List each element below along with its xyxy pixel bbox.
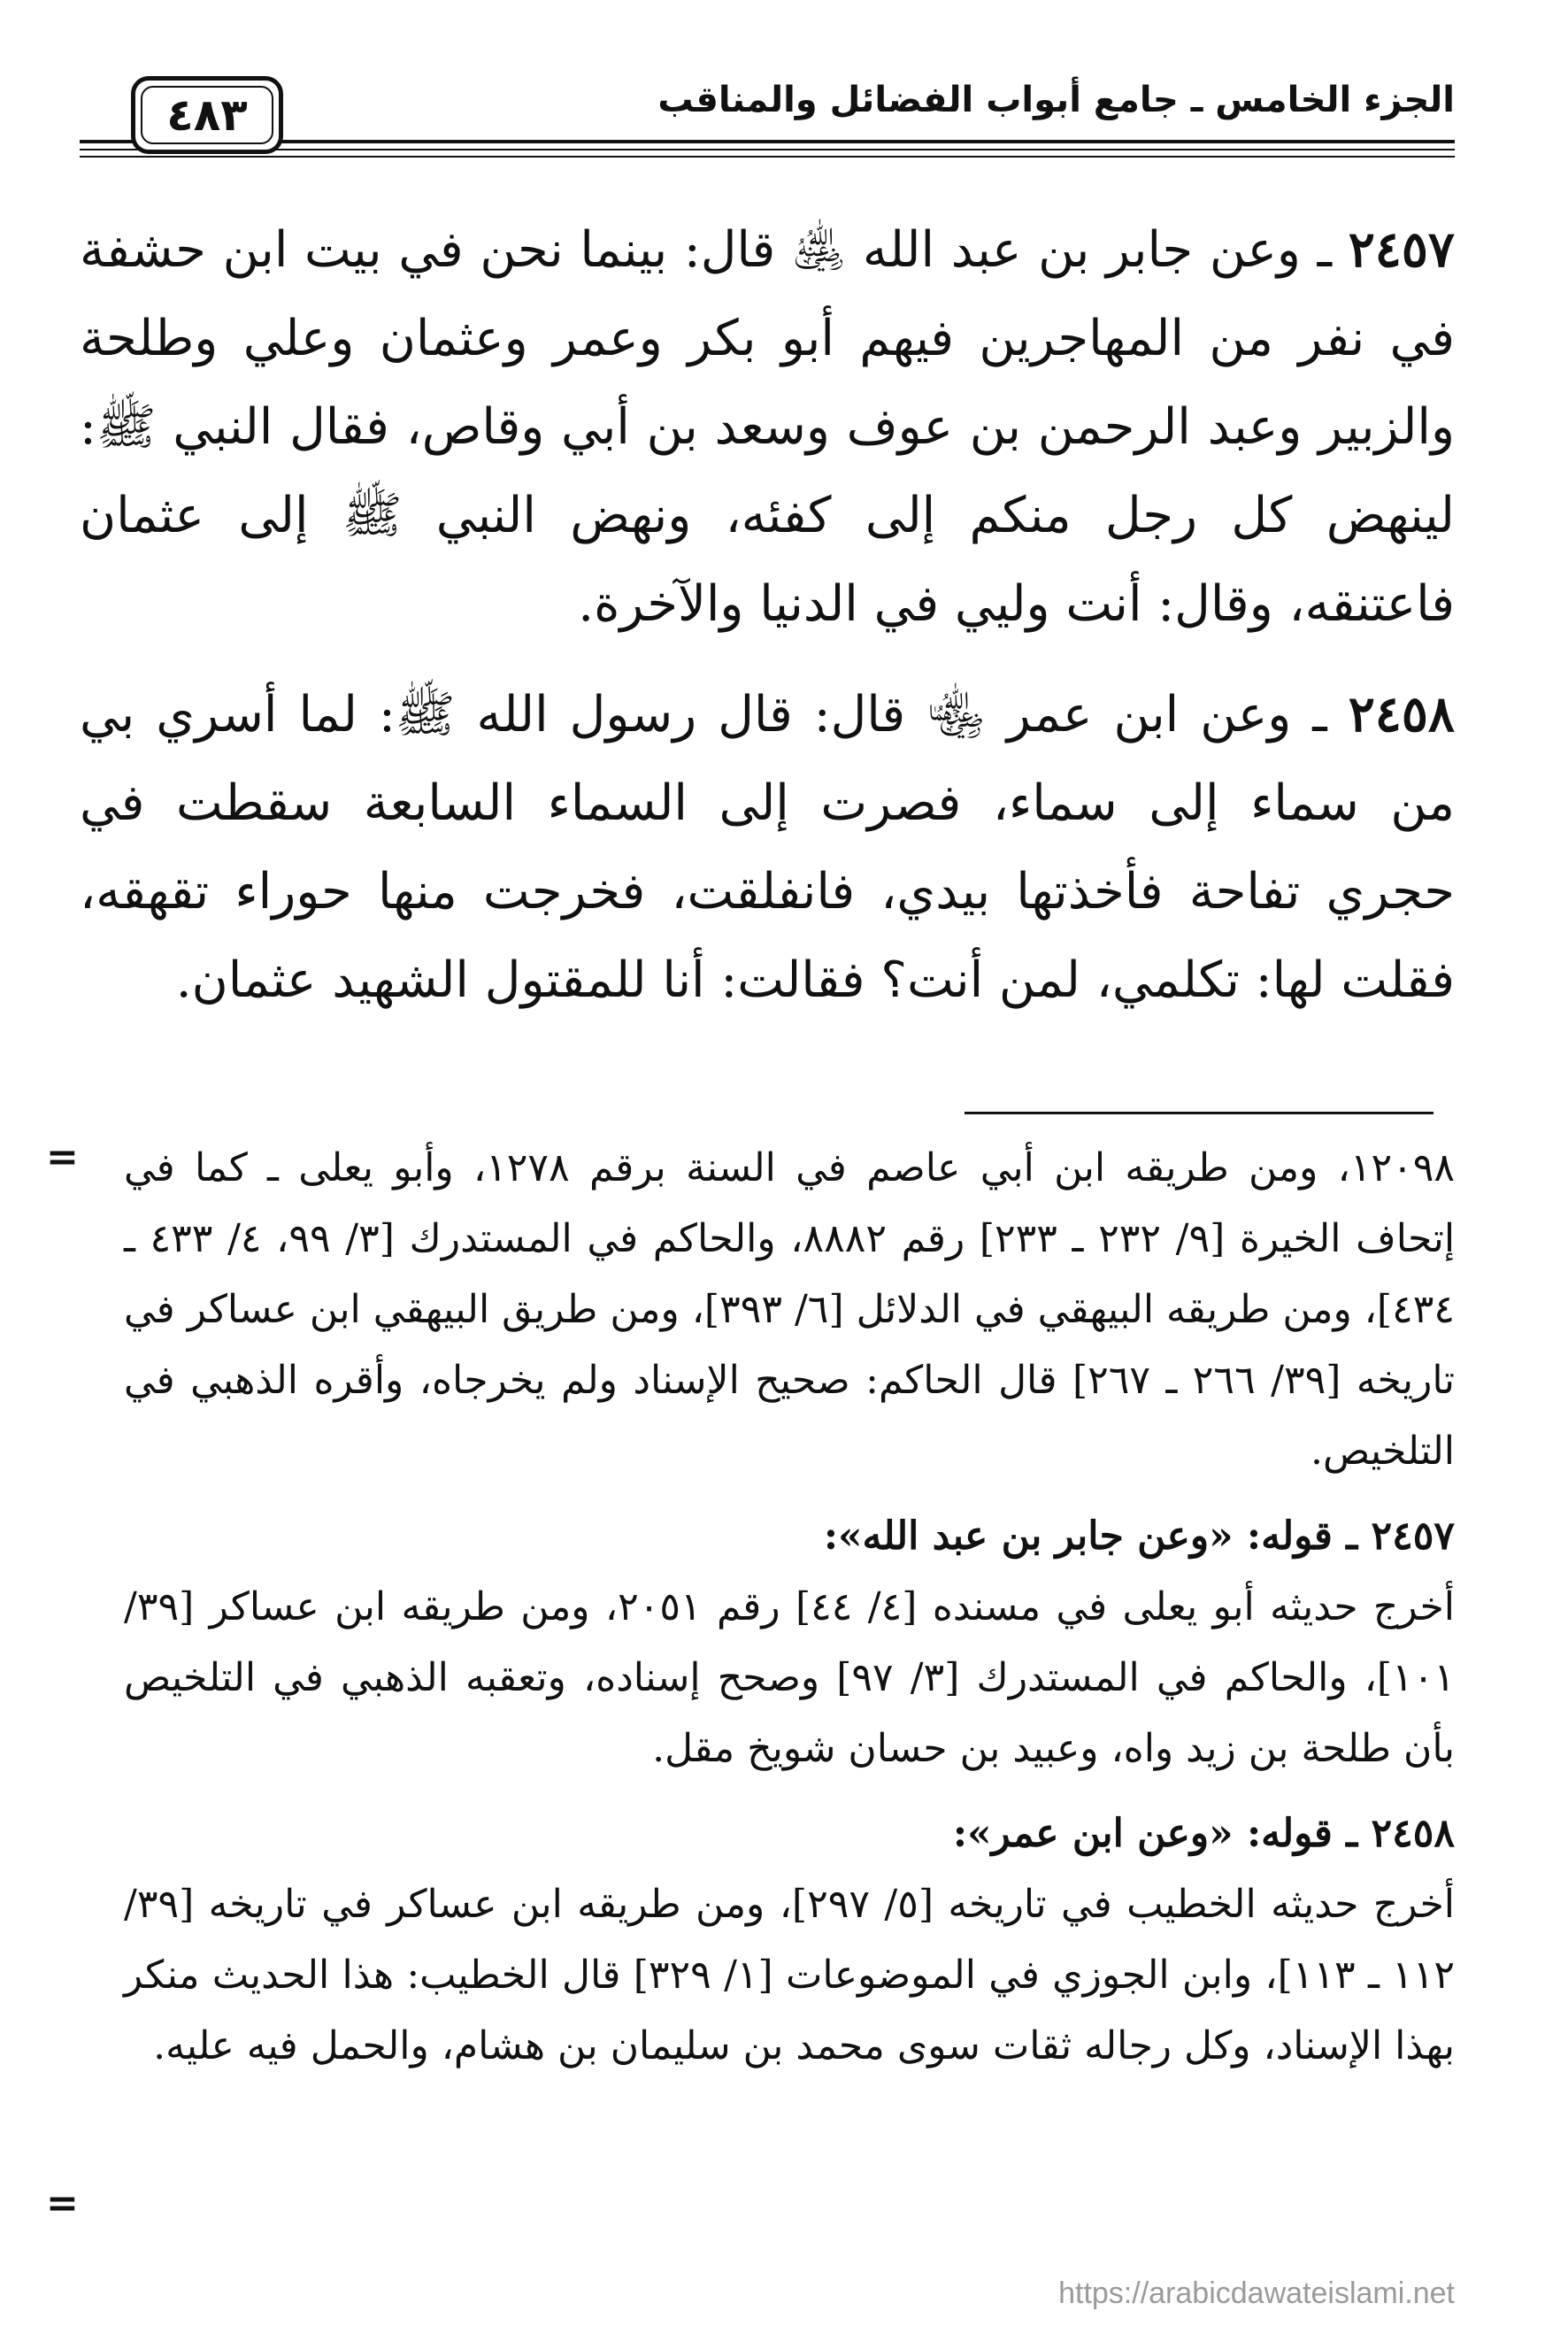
hadith-text: ـ وعن جابر بن عبد الله ﵁ قال: بينما نحن في بيت ابن حشفة في نفر من المهاجرين فيهم أبو بكر وعمر وعثمان وعلي وطلحة والزبير وعبد الرحمن بن عوف وسعد بن أبي وقاص، فقال النبي ﷺ: لينهض كل رجل منكم إلى كفئه، ونهض النبي ﷺ إلى عثمان فاعتنقه، وقال: أنت وليي في الدنيا والآخرة. bbox=[80, 221, 1455, 633]
hadith-number: ٢٤٥٨ bbox=[1348, 685, 1455, 743]
footnote-text-2457: أخرج حديثه أبو يعلى في مسنده [٤/ ٤٤] رقم ٢٠٥١، ومن طريقه ابن عساكر [٣٩/ ١٠١]، والحاكم في المستدرك [٣/ ٩٧] وصحح إسناده، وتعقبه الذهبي في التلخيص بأن طلحة بن زيد واه، وعبيد بن حسان شويخ مقل. bbox=[124, 1584, 1456, 1771]
hadith-number: ٢٤٥٧ bbox=[1348, 220, 1455, 279]
header-rule bbox=[80, 156, 1455, 158]
hadith-2457 bbox=[80, 205, 1455, 649]
watermark-url: https://arabicdawateislami.net bbox=[1058, 2276, 1455, 2310]
header-rule bbox=[80, 149, 1455, 150]
hadith-text: ـ وعن ابن عمر ﵄ قال: قال رسول الله ﷺ: لما أسري بي من سماء إلى سماء، فصرت إلى السماء السابعة سقطت في حجري تفاحة فأخذتها بيدي، فانفلقت، فخرجت منها حوراء تقهقه، فقلت لها: تكلمي، لمن أنت؟ فقالت: أنا للمقتول الشهيد عثمان. bbox=[80, 686, 1455, 1009]
footnotes bbox=[124, 1133, 1455, 2082]
footnote-title-2458: ٢٤٥٨ ـ قوله: «وعن ابن عمر»: bbox=[952, 1811, 1455, 1856]
footnote-title-2457: ٢٤٥٧ ـ قوله: «وعن جابر بن عبد الله»: bbox=[823, 1514, 1455, 1559]
footnote-text-2458: أخرج حديثه الخطيب في تاريخه [٥/ ٢٩٧]، ومن طريقه ابن عساكر في تاريخه [٣٩/ ١١٢ ـ ١١٣]، وابن الجوزي في الموضوعات [١/ ٣٢٩] قال الخطيب: هذا الحديث منكر بهذا الإسناد، وكل رجاله ثقات سوى محمد بن سليمان بن هشام، والحمل فيه عليه. bbox=[124, 1882, 1456, 2068]
footnote-separator bbox=[965, 1112, 1433, 1114]
main-text bbox=[80, 205, 1455, 1025]
continuation-mark-top: = bbox=[46, 1135, 79, 1180]
continuation-mark-bottom: = bbox=[46, 2181, 79, 2226]
header-rule bbox=[80, 140, 1455, 143]
running-title: الجزء الخامس ـ جامع أبواب الفضائل والمناقب bbox=[657, 80, 1455, 120]
hadith-2458 bbox=[80, 670, 1455, 1025]
page-number-frame bbox=[131, 76, 283, 154]
footnote-carryover: ١٢٠٩٨، ومن طريقه ابن أبي عاصم في السنة برقم ١٢٧٨، وأبو يعلى ـ كما في إتحاف الخيرة [٩/ ٢٣٢ ـ ٢٣٣] رقم ٨٨٨٢، والحاكم في المستدرك [٣/ ٩٩، ٤/ ٤٣٣ ـ ٤٣٤]، ومن طريقه البيهقي في الدلائل [٦/ ٣٩٣]، ومن طريق البيهقي ابن عساكر في تاريخه [٣٩/ ٢٦٦ ـ ٢٦٧] قال الحاكم: صحيح الإسناد ولم يخرجاه، وأقره الذهبي في التلخيص. bbox=[124, 1145, 1456, 1474]
page-number: ٤٨٣ bbox=[166, 89, 248, 141]
